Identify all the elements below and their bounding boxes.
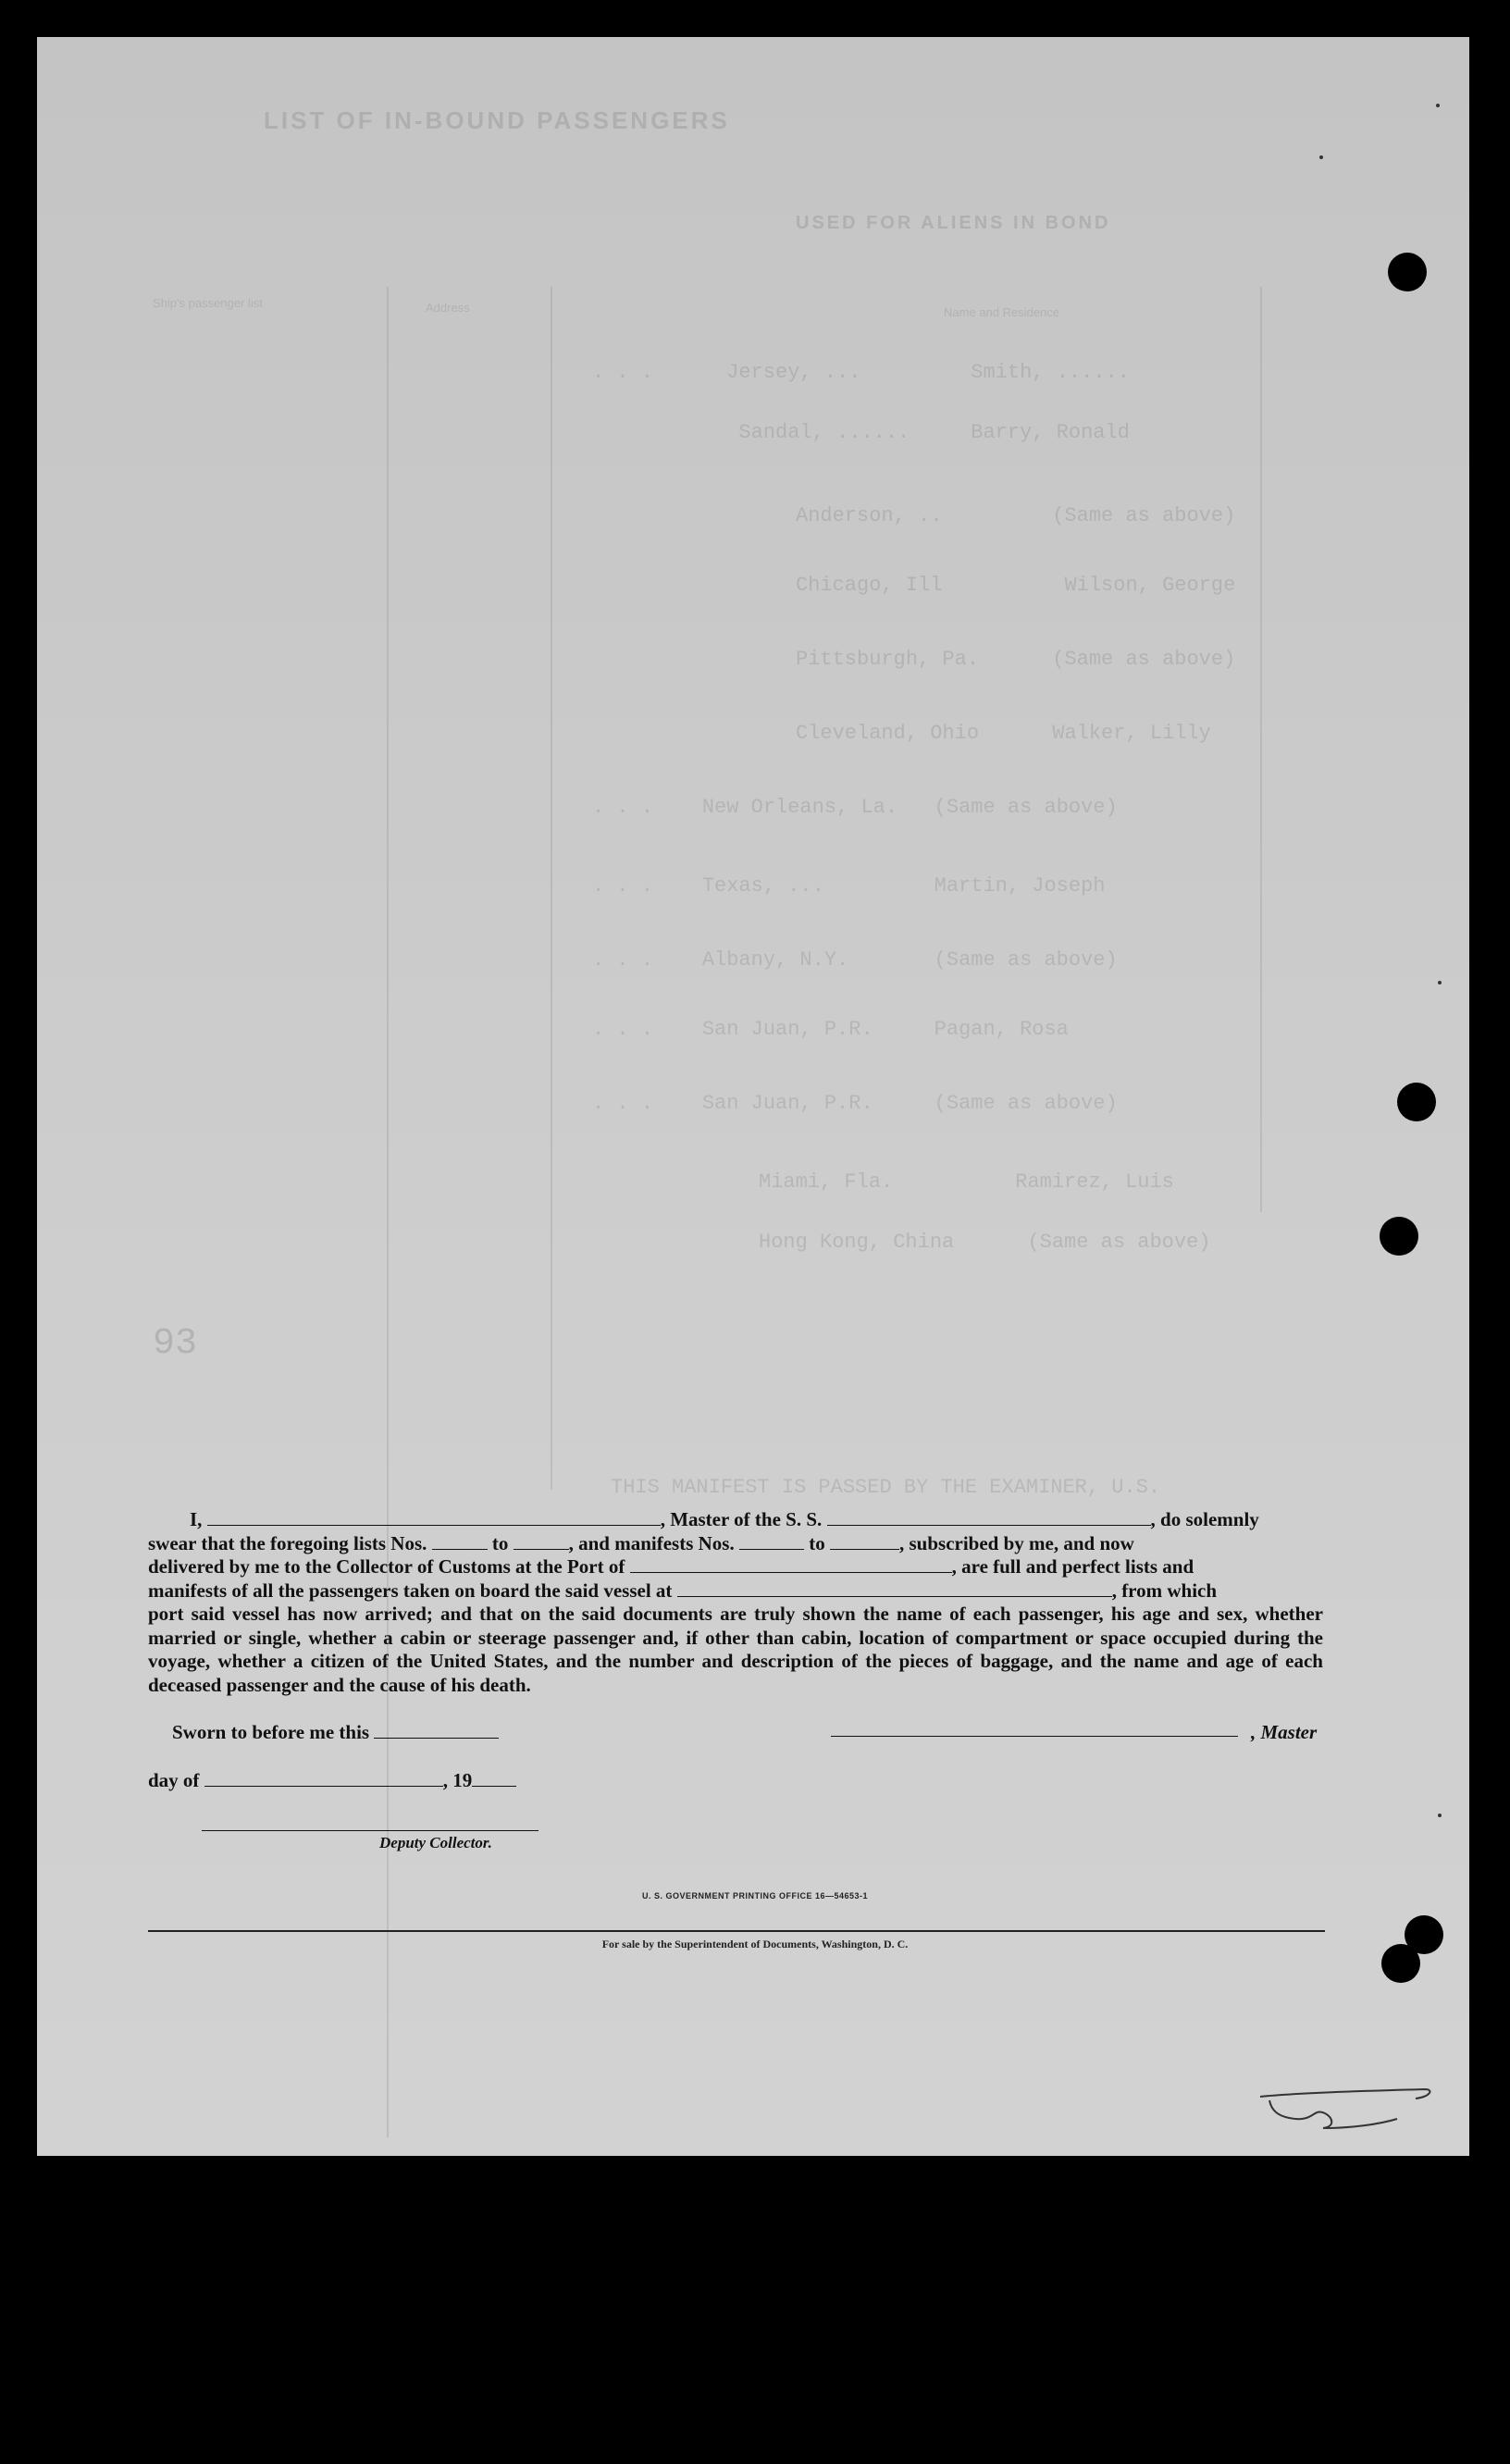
sworn-row: Sworn to before me this bbox=[172, 1721, 499, 1744]
master-label: , Master bbox=[1251, 1721, 1318, 1743]
punch-hole bbox=[1380, 1217, 1418, 1256]
ghost-row: . . . San Juan, P.R. Pagan, Rosa bbox=[592, 1018, 1069, 1041]
pencil-mark bbox=[1258, 2073, 1443, 2147]
blank-sworn-day[interactable] bbox=[374, 1725, 499, 1739]
blank-manifest-to[interactable] bbox=[830, 1536, 899, 1550]
ghost-subheading: USED FOR ALIENS IN BOND bbox=[796, 213, 1111, 233]
punch-hole bbox=[1397, 1083, 1436, 1121]
blank-manifest-from[interactable] bbox=[739, 1536, 804, 1550]
blank-list-from[interactable] bbox=[432, 1536, 488, 1550]
footer-rule bbox=[148, 1930, 1325, 1932]
master-signature-line[interactable] bbox=[831, 1736, 1238, 1737]
oath-line-2: swear that the foregoing lists Nos. to , and manifests Nos. to , subscribed by me, and now bbox=[148, 1531, 1134, 1554]
blank-embark-port[interactable] bbox=[677, 1583, 1112, 1597]
speck bbox=[1438, 1814, 1442, 1817]
ghost-footer-line: THIS MANIFEST IS PASSED BY THE EXAMINER, U.S. bbox=[611, 1476, 1161, 1499]
oath-paragraph bbox=[148, 1508, 1323, 1697]
ghost-row: . . . Albany, N.Y. (Same as above) bbox=[592, 948, 1118, 972]
day-of-row: day of , 19 bbox=[148, 1769, 516, 1792]
ghost-row: Hong Kong, China (Same as above) bbox=[759, 1231, 1211, 1254]
sale-notice: For sale by the Superintendent of Documents, Washington, D. C. bbox=[601, 1938, 909, 1950]
speck bbox=[1436, 104, 1440, 107]
printing-office-imprint: U. S. GOVERNMENT PRINTING OFFICE 16—54653-1 bbox=[641, 1891, 869, 1901]
form-sheet bbox=[37, 37, 1469, 2156]
ghost-row: . . . New Orleans, La. (Same as above) bbox=[592, 796, 1118, 819]
blank-port[interactable] bbox=[630, 1559, 952, 1573]
ghost-column-rule bbox=[387, 287, 389, 2137]
oath-line-1: I, , Master of the S. S. , do solemnly bbox=[190, 1508, 1259, 1530]
ghost-row: . . . Texas, ... Martin, Joseph bbox=[592, 874, 1106, 898]
oath-remainder: port said vessel has now arrived; and that on the said documents are truly shown the name of each passenger, his age and sex, whether married or single, whether a cabin or steerage passenger and, if other than cabin, location of compartment or space occupied during the voyage, whether a citizen of the United States, and the number and description of the pieces of baggage, and the name and age of each deceased passenger and the cause of his death. bbox=[148, 1603, 1323, 1696]
blank-list-to[interactable] bbox=[514, 1536, 569, 1550]
ghost-column-rule bbox=[1260, 287, 1262, 1212]
oath-line-3: delivered by me to the Collector of Customs at the Port of , are full and perfect lists and bbox=[148, 1555, 1194, 1578]
ghost-col-header-1: Ship's passenger list bbox=[153, 296, 263, 310]
deputy-collector-label: Deputy Collector. bbox=[379, 1834, 492, 1851]
speck bbox=[1319, 155, 1323, 159]
oath-line-4: manifests of all the passengers taken on board the said vessel at , from which bbox=[148, 1579, 1218, 1602]
speck bbox=[1438, 981, 1442, 984]
ghost-row: Cleveland, Ohio Walker, Lilly bbox=[796, 722, 1211, 745]
ghost-row: Pittsburgh, Pa. (Same as above) bbox=[796, 648, 1236, 671]
ghost-column-rule bbox=[551, 287, 552, 1490]
blank-month[interactable] bbox=[204, 1773, 443, 1787]
page-number: 93 bbox=[153, 1323, 198, 1365]
deputy-signature-line[interactable] bbox=[202, 1830, 538, 1831]
blank-year[interactable] bbox=[472, 1773, 516, 1787]
ghost-col-header-2: Address bbox=[426, 301, 470, 315]
ghost-row: Sandal, ...... Barry, Ronald bbox=[592, 421, 1130, 444]
ghost-col-header-3: Name and Residence bbox=[944, 305, 1060, 319]
punch-hole bbox=[1388, 253, 1427, 291]
ghost-row: . . . San Juan, P.R. (Same as above) bbox=[592, 1092, 1118, 1115]
ghost-row: Miami, Fla. Ramirez, Luis bbox=[759, 1170, 1174, 1194]
ghost-row: Anderson, .. (Same as above) bbox=[796, 504, 1236, 527]
blank-ship-name[interactable] bbox=[827, 1512, 1151, 1526]
ghost-heading: LIST OF IN-BOUND PASSENGERS bbox=[264, 106, 730, 134]
blank-master-name[interactable] bbox=[207, 1512, 661, 1526]
ghost-row: . . . Jersey, ... Smith, ...... bbox=[592, 361, 1130, 384]
ghost-row: Chicago, Ill Wilson, George bbox=[796, 574, 1236, 597]
